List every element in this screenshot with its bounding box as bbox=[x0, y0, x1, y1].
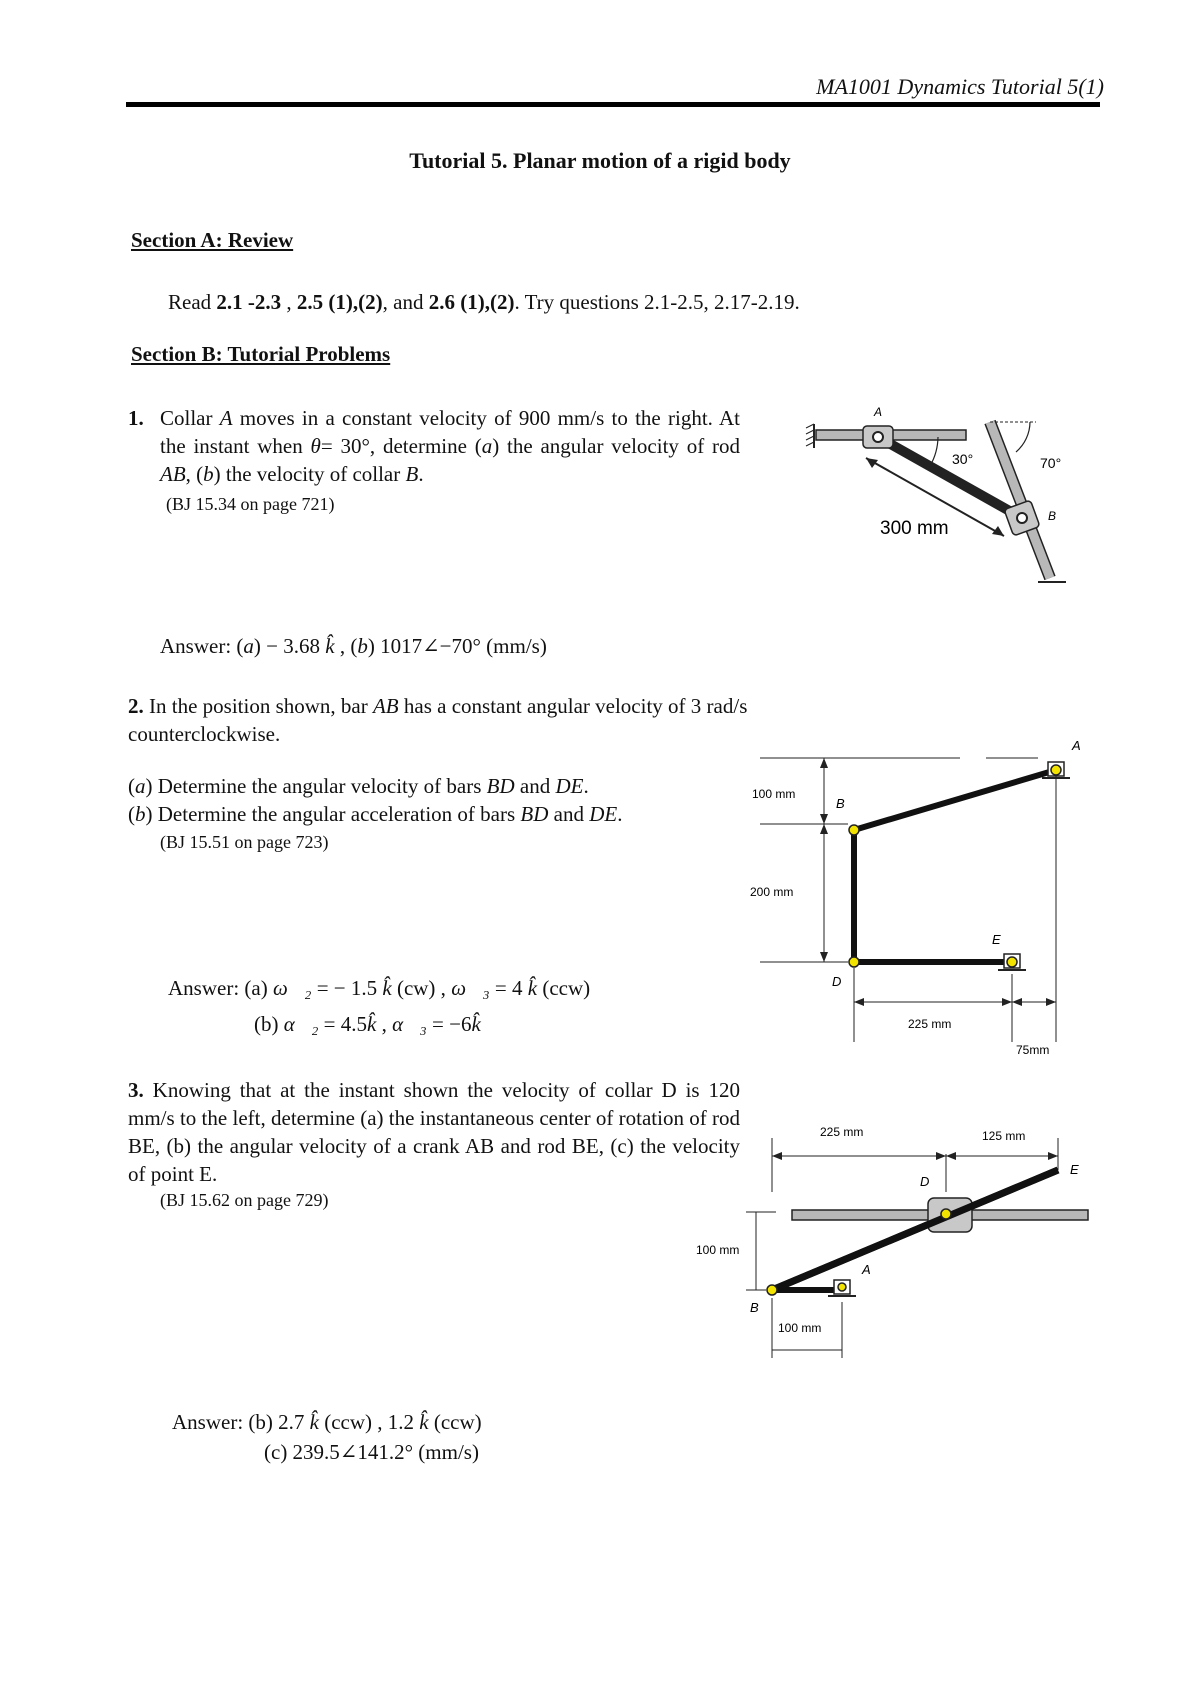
header-rule bbox=[126, 102, 1100, 107]
dim-75-label: 75mm bbox=[1016, 1043, 1050, 1057]
figure-linkage-abde bbox=[740, 730, 1120, 1070]
bar-ab bbox=[854, 770, 1056, 830]
problem-1-text: Collar A moves in a constant velocity of 900 mm/s to the right. At the instant when θ= 30°, determine (a) the angular velocity of rod AB, (b) the velocity of collar B. bbox=[160, 406, 740, 486]
arrowhead bbox=[820, 814, 828, 824]
angle-30-label: 30° bbox=[952, 451, 974, 467]
page-title: Tutorial 5. Planar motion of a rigid body bbox=[409, 148, 791, 173]
course-header: MA1001 Dynamics Tutorial 5(1) bbox=[816, 74, 1104, 99]
pin-b bbox=[849, 825, 859, 835]
label-b: B bbox=[1048, 509, 1057, 523]
problem-2-part-b: (b) Determine the angular acceleration of bars BD and DE. bbox=[128, 802, 623, 826]
problem-2-answer-line-2: (b) α⃗₂ = 4.5k̂ , α⃗₃ = −6k̂ bbox=[254, 1012, 481, 1036]
dim-100-label: 100 mm bbox=[752, 787, 796, 801]
problem-1-reference: (BJ 15.34 on page 721) bbox=[166, 494, 335, 514]
arrowhead bbox=[1048, 1152, 1058, 1160]
problem-2-answer-line-1: Answer: (a) ω⃗₂ = − 1.5 k̂ (cw) , ω⃗₃ = 4 k̂ (ccw) bbox=[168, 976, 591, 1000]
arrowhead bbox=[1012, 998, 1022, 1006]
problem-2-part-a: (a) Determine the angular velocity of bars BD and DE. bbox=[128, 774, 589, 798]
arrowhead bbox=[946, 1152, 956, 1160]
angle-arc-70 bbox=[1016, 422, 1030, 452]
length-label: 300 mm bbox=[880, 518, 949, 539]
dim-100-vertical-label: 100 mm bbox=[696, 1243, 740, 1257]
arrowhead bbox=[820, 824, 828, 834]
problem-3-reference: (BJ 15.62 on page 729) bbox=[160, 1190, 329, 1210]
arrowhead bbox=[820, 952, 828, 962]
dim-125-label: 125 mm bbox=[982, 1129, 1026, 1143]
pin-a bbox=[1051, 765, 1061, 775]
dim-100-horizontal-label: 100 mm bbox=[778, 1321, 822, 1335]
arrowhead bbox=[1046, 998, 1056, 1006]
pin-b bbox=[1017, 513, 1027, 523]
arrowhead bbox=[820, 758, 828, 768]
arrowhead bbox=[772, 1152, 782, 1160]
arrowhead bbox=[936, 1152, 946, 1160]
arrowhead bbox=[1002, 998, 1012, 1006]
label-a: A bbox=[862, 1262, 871, 1277]
label-a: A bbox=[1072, 738, 1081, 753]
pin-b bbox=[767, 1285, 777, 1295]
dim-225-label: 225 mm bbox=[820, 1125, 864, 1139]
problem-1-answer: Answer: (a) − 3.68 k̂ , (b) 1017∠−70° (mm/s) bbox=[160, 634, 547, 658]
dim-225-label: 225 mm bbox=[908, 1017, 952, 1031]
label-e: E bbox=[1070, 1162, 1079, 1177]
label-d: D bbox=[920, 1174, 930, 1189]
pin-d bbox=[941, 1209, 951, 1219]
section-a-heading: Section A: Review bbox=[131, 228, 294, 252]
pin-d bbox=[849, 957, 859, 967]
figure-collar-rod bbox=[800, 400, 1100, 600]
problem-1-number: 1. bbox=[128, 406, 144, 430]
label-e: E bbox=[992, 932, 1001, 947]
pin-a bbox=[838, 1283, 846, 1291]
pin-e bbox=[1007, 957, 1017, 967]
wall-hatching bbox=[806, 424, 814, 446]
label-b: B bbox=[750, 1300, 759, 1315]
angle-70-label: 70° bbox=[1040, 455, 1062, 471]
arrowhead bbox=[854, 998, 864, 1006]
section-b-heading: Section B: Tutorial Problems bbox=[131, 342, 391, 366]
dim-200-label: 200 mm bbox=[750, 885, 794, 899]
section-a-reading: Read 2.1 -2.3 , 2.5 (1),(2), and 2.6 (1),(2). Try questions 2.1-2.5, 2.17-2.19. bbox=[168, 290, 800, 314]
problem-3-answer-line-1: Answer: (b) 2.7 k̂ (ccw) , 1.2 k̂ (ccw) bbox=[172, 1410, 482, 1434]
figure-crank-rod-collar bbox=[690, 1110, 1100, 1370]
label-d: D bbox=[832, 974, 842, 989]
label-a: A bbox=[873, 405, 883, 419]
rod-be-over bbox=[772, 1170, 1058, 1290]
problem-2-reference: (BJ 15.51 on page 723) bbox=[160, 832, 329, 852]
problem-3-text: 3. Knowing that at the instant shown the velocity of collar D is 120 mm/s to the left, determine (a) the instantaneous center of rotation of rod BE, (b) the angular velocity of a crank AB and rod BE, (c) the velocity of point E. bbox=[128, 1078, 740, 1186]
pin-a bbox=[873, 432, 883, 442]
label-b: B bbox=[836, 796, 845, 811]
problem-2-text: 2. In the position shown, bar AB has a constant angular velocity of 3 rad/s counterclockwise. bbox=[128, 694, 748, 746]
problem-3-answer-line-2: (c) 239.5∠141.2° (mm/s) bbox=[264, 1440, 479, 1464]
